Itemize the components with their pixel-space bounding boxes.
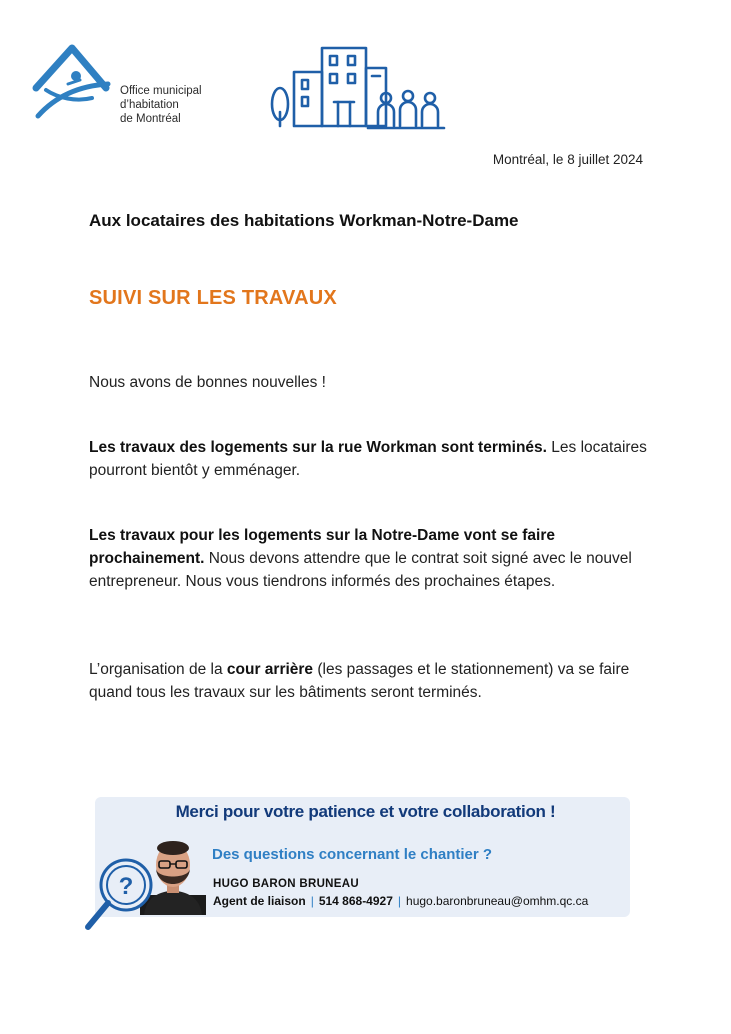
contact-name: HUGO BARON BRUNEAU	[213, 878, 359, 890]
question-magnifier-icon	[80, 855, 160, 935]
backyard-bold: cour arrière	[226, 661, 314, 678]
questions-heading: Des questions concernant le chantier ?	[212, 846, 493, 863]
notre-dame-bold: Les travaux pour les logements sur la Notre-Dame vont se faire prochainement.	[89, 527, 556, 567]
backyard-rest: (les passages et le stationnement) va se faire quand tous les travaux sur les bâtiments seront terminés.	[89, 661, 630, 701]
svg-text:?: ?	[118, 873, 134, 900]
logo-line-3: de Montréal	[120, 113, 181, 125]
notre-dame-paragraph	[89, 524, 649, 593]
omhm-logo	[32, 40, 232, 125]
notre-dame-rest: Nous devons attendre que le contrat soit signé avec le nouvel entrepreneur. Nous vous tiendrons informés des prochaines étapes.	[89, 550, 632, 590]
separator: |	[397, 894, 402, 908]
thanks-message: Merci pour votre patience et votre collaboration !	[175, 802, 556, 821]
logo-line-2: d’habitation	[120, 99, 179, 111]
letter-headline: SUIVI SUR LES TRAVAUX	[89, 287, 337, 309]
omhm-house-icon	[32, 40, 112, 122]
letter-date: Montréal, le 8 juillet 2024	[492, 152, 643, 167]
backyard-paragraph	[89, 658, 649, 704]
backyard-start: L’organisation de la	[89, 661, 227, 678]
contact-email[interactable]: hugo.baronbruneau@omhm.qc.ca	[406, 894, 589, 908]
contact-phone[interactable]: 514 868-4927	[318, 894, 393, 908]
buildings-and-people-icon	[268, 42, 448, 132]
contact-role: Agent de liaison	[213, 894, 306, 908]
recipient-line: Aux locataires des habitations Workman-Notre-Dame	[89, 211, 519, 230]
separator: |	[310, 894, 314, 908]
buildings-illustration	[268, 42, 448, 132]
workman-rest: Les locataires pourront bientôt y emménager.	[89, 439, 647, 479]
logo-line-1: Office municipal	[120, 85, 202, 97]
logo-wordmark	[120, 84, 202, 126]
intro-paragraph: Nous avons de bonnes nouvelles !	[89, 374, 326, 391]
contact-details	[213, 894, 588, 908]
workman-bold: Les travaux des logements sur la rue Workman sont terminés.	[89, 439, 547, 456]
workman-paragraph	[89, 436, 649, 482]
